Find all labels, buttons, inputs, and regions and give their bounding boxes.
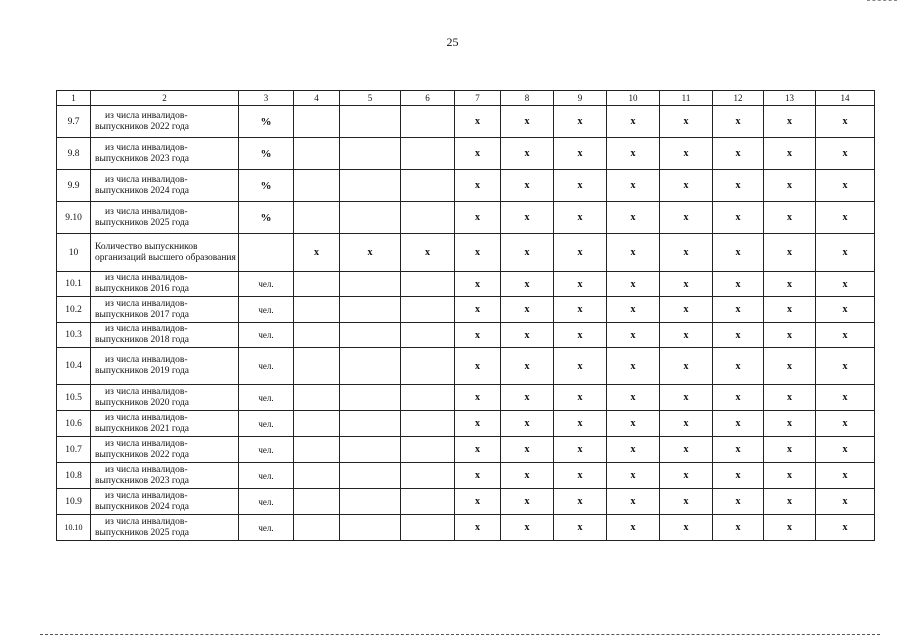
value-cell: x	[554, 272, 607, 297]
value-cell: x	[713, 297, 764, 323]
table-row	[57, 170, 875, 202]
value-cell: x	[554, 437, 607, 463]
value-cell: x	[501, 463, 554, 489]
unit-cell: чел.	[239, 489, 294, 515]
value-cell: x	[764, 411, 816, 437]
value-cell: x	[607, 106, 660, 138]
value-cell: x	[455, 489, 501, 515]
value-cell: x	[607, 348, 660, 385]
table-row	[57, 515, 875, 541]
row-label	[91, 202, 239, 234]
value-cell: x	[554, 106, 607, 138]
unit-cell: %	[239, 202, 294, 234]
column-header: 14	[816, 91, 875, 106]
value-cell	[294, 463, 340, 489]
value-cell	[401, 385, 455, 411]
value-cell: x	[607, 411, 660, 437]
row-label	[91, 323, 239, 348]
value-cell: x	[660, 323, 713, 348]
table-row	[57, 106, 875, 138]
row-label	[91, 411, 239, 437]
row-number: 10.5	[57, 385, 91, 411]
value-cell: x	[501, 323, 554, 348]
table-row	[57, 489, 875, 515]
value-cell	[401, 202, 455, 234]
row-label	[91, 138, 239, 170]
row-number: 9.7	[57, 106, 91, 138]
value-cell: x	[554, 385, 607, 411]
column-header: 12	[713, 91, 764, 106]
value-cell	[294, 272, 340, 297]
row-number: 10.8	[57, 463, 91, 489]
row-number: 10.9	[57, 489, 91, 515]
unit-cell: чел.	[239, 437, 294, 463]
value-cell	[294, 515, 340, 541]
unit-cell	[239, 234, 294, 272]
row-number: 10	[57, 234, 91, 272]
unit-cell: %	[239, 170, 294, 202]
row-label	[91, 385, 239, 411]
value-cell	[401, 348, 455, 385]
row-label-line-2: выпускников 2018 года	[95, 335, 190, 345]
value-cell: x	[764, 463, 816, 489]
row-label-line-1: из числа инвалидов-	[105, 174, 188, 185]
value-cell: x	[501, 297, 554, 323]
value-cell: x	[713, 272, 764, 297]
value-cell	[294, 138, 340, 170]
value-cell: x	[713, 411, 764, 437]
row-number: 10.7	[57, 437, 91, 463]
value-cell: x	[713, 463, 764, 489]
row-label	[91, 170, 239, 202]
value-cell	[401, 106, 455, 138]
value-cell: x	[764, 323, 816, 348]
value-cell	[294, 385, 340, 411]
unit-cell: чел.	[239, 348, 294, 385]
value-cell: x	[764, 385, 816, 411]
value-cell	[401, 515, 455, 541]
column-header: 2	[91, 91, 239, 106]
value-cell	[294, 489, 340, 515]
page-number: 25	[446, 35, 459, 49]
value-cell	[401, 463, 455, 489]
value-cell: x	[607, 170, 660, 202]
row-label	[91, 489, 239, 515]
row-label	[91, 437, 239, 463]
value-cell: x	[501, 489, 554, 515]
value-cell: x	[816, 297, 875, 323]
row-label-line-1: из числа инвалидов-	[105, 516, 188, 527]
value-cell: x	[554, 202, 607, 234]
table-row	[57, 297, 875, 323]
unit-cell: чел.	[239, 385, 294, 411]
value-cell: x	[554, 348, 607, 385]
value-cell: x	[713, 385, 764, 411]
table-row	[57, 234, 875, 272]
value-cell	[294, 297, 340, 323]
column-header: 3	[239, 91, 294, 106]
value-cell: x	[764, 202, 816, 234]
value-cell: x	[713, 323, 764, 348]
value-cell	[294, 437, 340, 463]
row-label-line-2: выпускников 2025 года	[95, 527, 190, 538]
value-cell: x	[713, 234, 764, 272]
column-header: 4	[294, 91, 340, 106]
value-cell	[401, 297, 455, 323]
value-cell: x	[816, 437, 875, 463]
value-cell: x	[764, 138, 816, 170]
row-label-line-1: из числа инвалидов-	[105, 298, 188, 309]
row-number: 9.8	[57, 138, 91, 170]
value-cell	[340, 348, 401, 385]
value-cell: x	[294, 234, 340, 272]
table-body	[57, 106, 875, 541]
column-header: 5	[340, 91, 401, 106]
unit-cell: чел.	[239, 272, 294, 297]
value-cell: x	[554, 234, 607, 272]
value-cell	[294, 106, 340, 138]
value-cell	[340, 411, 401, 437]
value-cell: x	[764, 489, 816, 515]
value-cell	[294, 411, 340, 437]
value-cell	[401, 489, 455, 515]
value-cell: x	[660, 348, 713, 385]
row-number: 10.1	[57, 272, 91, 297]
value-cell	[401, 411, 455, 437]
row-number: 9.9	[57, 170, 91, 202]
value-cell: x	[501, 515, 554, 541]
unit-cell: чел.	[239, 463, 294, 489]
value-cell	[294, 323, 340, 348]
value-cell: x	[660, 385, 713, 411]
value-cell: x	[764, 272, 816, 297]
row-number: 10.3	[57, 323, 91, 348]
unit-cell: чел.	[239, 411, 294, 437]
value-cell: x	[816, 234, 875, 272]
value-cell	[294, 348, 340, 385]
row-label-line-1: из числа инвалидов-	[105, 386, 188, 397]
value-cell: x	[501, 202, 554, 234]
value-cell: x	[607, 489, 660, 515]
value-cell: x	[764, 348, 816, 385]
value-cell: x	[455, 348, 501, 385]
value-cell	[340, 106, 401, 138]
value-cell: x	[816, 385, 875, 411]
value-cell: x	[816, 272, 875, 297]
row-label	[91, 106, 239, 138]
value-cell: x	[713, 515, 764, 541]
value-cell: x	[816, 411, 875, 437]
row-label-line-1: из числа инвалидов-	[105, 355, 188, 365]
value-cell: x	[607, 138, 660, 170]
value-cell	[340, 202, 401, 234]
value-cell: x	[607, 515, 660, 541]
value-cell: x	[554, 463, 607, 489]
row-label-line-1: из числа инвалидов-	[105, 142, 188, 153]
value-cell: x	[455, 202, 501, 234]
value-cell	[401, 272, 455, 297]
table-row	[57, 463, 875, 489]
row-label-line-2: выпускников 2023 года	[95, 153, 190, 164]
value-cell: x	[816, 489, 875, 515]
table-row	[57, 202, 875, 234]
value-cell: x	[554, 489, 607, 515]
value-cell: x	[455, 170, 501, 202]
value-cell: x	[554, 138, 607, 170]
value-cell: x	[455, 323, 501, 348]
table-row	[57, 138, 875, 170]
value-cell: x	[501, 385, 554, 411]
value-cell	[340, 437, 401, 463]
column-header: 9	[554, 91, 607, 106]
column-header: 8	[501, 91, 554, 106]
row-label-line-1: из числа инвалидов-	[105, 490, 188, 501]
row-number: 10.6	[57, 411, 91, 437]
value-cell: x	[713, 437, 764, 463]
value-cell	[340, 385, 401, 411]
unit-cell: %	[239, 106, 294, 138]
value-cell: x	[816, 106, 875, 138]
value-cell: x	[455, 297, 501, 323]
value-cell: x	[816, 202, 875, 234]
value-cell: x	[607, 323, 660, 348]
value-cell: x	[764, 515, 816, 541]
table-header-row	[57, 91, 875, 106]
value-cell	[340, 515, 401, 541]
row-label-line-2: выпускников 2024 года	[95, 501, 190, 512]
value-cell: x	[607, 437, 660, 463]
row-label-line-2: выпускников 2016 года	[95, 284, 190, 294]
table-row	[57, 411, 875, 437]
value-cell: x	[607, 202, 660, 234]
value-cell: x	[660, 202, 713, 234]
value-cell: x	[401, 234, 455, 272]
value-cell: x	[501, 437, 554, 463]
row-number: 9.10	[57, 202, 91, 234]
value-cell: x	[660, 297, 713, 323]
row-label-line-2: выпускников 2022 года	[95, 121, 190, 132]
value-cell: x	[455, 385, 501, 411]
value-cell	[340, 323, 401, 348]
value-cell: x	[501, 138, 554, 170]
column-header: 1	[57, 91, 91, 106]
value-cell: x	[660, 411, 713, 437]
value-cell	[294, 170, 340, 202]
value-cell: x	[660, 106, 713, 138]
value-cell: x	[660, 170, 713, 202]
value-cell: x	[660, 272, 713, 297]
row-label-line-1: из числа инвалидов-	[105, 110, 188, 121]
row-label	[91, 348, 239, 385]
value-cell: x	[554, 411, 607, 437]
value-cell	[401, 170, 455, 202]
value-cell: x	[501, 170, 554, 202]
value-cell: x	[764, 234, 816, 272]
value-cell: x	[660, 437, 713, 463]
table-row	[57, 385, 875, 411]
row-label	[91, 463, 239, 489]
value-cell: x	[607, 297, 660, 323]
value-cell	[340, 138, 401, 170]
value-cell: x	[713, 202, 764, 234]
unit-cell: чел.	[239, 323, 294, 348]
value-cell: x	[816, 463, 875, 489]
table-row	[57, 437, 875, 463]
value-cell: x	[455, 138, 501, 170]
value-cell	[340, 489, 401, 515]
value-cell: x	[660, 234, 713, 272]
row-label-line-2: выпускников 2025 года	[95, 217, 190, 228]
value-cell: x	[554, 515, 607, 541]
row-label-line-1: из числа инвалидов-	[105, 206, 188, 217]
value-cell: x	[816, 515, 875, 541]
row-label: Количество выпускников организаций высшего образования	[91, 234, 239, 272]
value-cell: x	[764, 437, 816, 463]
value-cell: x	[713, 489, 764, 515]
row-label-line-2: выпускников 2020 года	[95, 397, 190, 408]
value-cell: x	[455, 411, 501, 437]
value-cell: x	[764, 170, 816, 202]
value-cell: x	[501, 411, 554, 437]
value-cell: x	[607, 385, 660, 411]
row-label-line-2: выпускников 2017 года	[95, 309, 190, 320]
value-cell: x	[713, 138, 764, 170]
row-label	[91, 297, 239, 323]
column-header: 10	[607, 91, 660, 106]
value-cell: x	[660, 515, 713, 541]
column-header: 13	[764, 91, 816, 106]
value-cell: x	[554, 297, 607, 323]
value-cell: x	[455, 515, 501, 541]
value-cell: x	[607, 272, 660, 297]
row-label-line-2: выпускников 2024 года	[95, 185, 190, 196]
value-cell: x	[607, 463, 660, 489]
value-cell: x	[816, 323, 875, 348]
value-cell: x	[660, 138, 713, 170]
value-cell	[401, 437, 455, 463]
row-label	[91, 515, 239, 541]
value-cell	[340, 297, 401, 323]
row-number: 10.10	[57, 515, 91, 541]
value-cell: x	[455, 437, 501, 463]
row-label-line-2: выпускников 2022 года	[95, 449, 190, 460]
row-label-line-1: из числа инвалидов-	[105, 324, 188, 334]
value-cell: x	[455, 272, 501, 297]
value-cell	[401, 138, 455, 170]
value-cell: x	[816, 170, 875, 202]
value-cell: x	[607, 234, 660, 272]
row-label-line-2: выпускников 2019 года	[95, 366, 190, 376]
value-cell: x	[764, 297, 816, 323]
column-header: 6	[401, 91, 455, 106]
value-cell: x	[816, 348, 875, 385]
bottom-edge-mark	[40, 634, 880, 635]
value-cell: x	[501, 234, 554, 272]
row-number: 10.2	[57, 297, 91, 323]
value-cell	[401, 323, 455, 348]
value-cell	[340, 272, 401, 297]
value-cell: x	[713, 106, 764, 138]
value-cell	[340, 463, 401, 489]
table-row	[57, 272, 875, 297]
column-header: 7	[455, 91, 501, 106]
value-cell: x	[455, 234, 501, 272]
value-cell: x	[554, 170, 607, 202]
value-cell	[294, 202, 340, 234]
value-cell: x	[816, 138, 875, 170]
value-cell: x	[455, 463, 501, 489]
row-label-line-1: из числа инвалидов-	[105, 412, 188, 423]
row-label-line-2: выпускников 2023 года	[95, 475, 190, 486]
value-cell: x	[554, 323, 607, 348]
value-cell: x	[660, 463, 713, 489]
value-cell: x	[713, 170, 764, 202]
value-cell: x	[340, 234, 401, 272]
unit-cell: %	[239, 138, 294, 170]
value-cell: x	[501, 348, 554, 385]
unit-cell: чел.	[239, 297, 294, 323]
value-cell: x	[660, 489, 713, 515]
row-number: 10.4	[57, 348, 91, 385]
table-row	[57, 348, 875, 385]
top-edge-mark	[867, 0, 897, 1]
row-label-line-1: из числа инвалидов-	[105, 464, 188, 475]
value-cell: x	[501, 106, 554, 138]
column-header: 11	[660, 91, 713, 106]
value-cell: x	[455, 106, 501, 138]
report-table	[56, 90, 875, 541]
row-label	[91, 272, 239, 297]
value-cell	[340, 170, 401, 202]
row-label-line-1: из числа инвалидов-	[105, 273, 188, 283]
value-cell: x	[764, 106, 816, 138]
row-label-line-2: выпускников 2021 года	[95, 423, 190, 434]
value-cell: x	[501, 272, 554, 297]
row-label-line-1: из числа инвалидов-	[105, 438, 188, 449]
unit-cell: чел.	[239, 515, 294, 541]
value-cell: x	[713, 348, 764, 385]
table-row	[57, 323, 875, 348]
